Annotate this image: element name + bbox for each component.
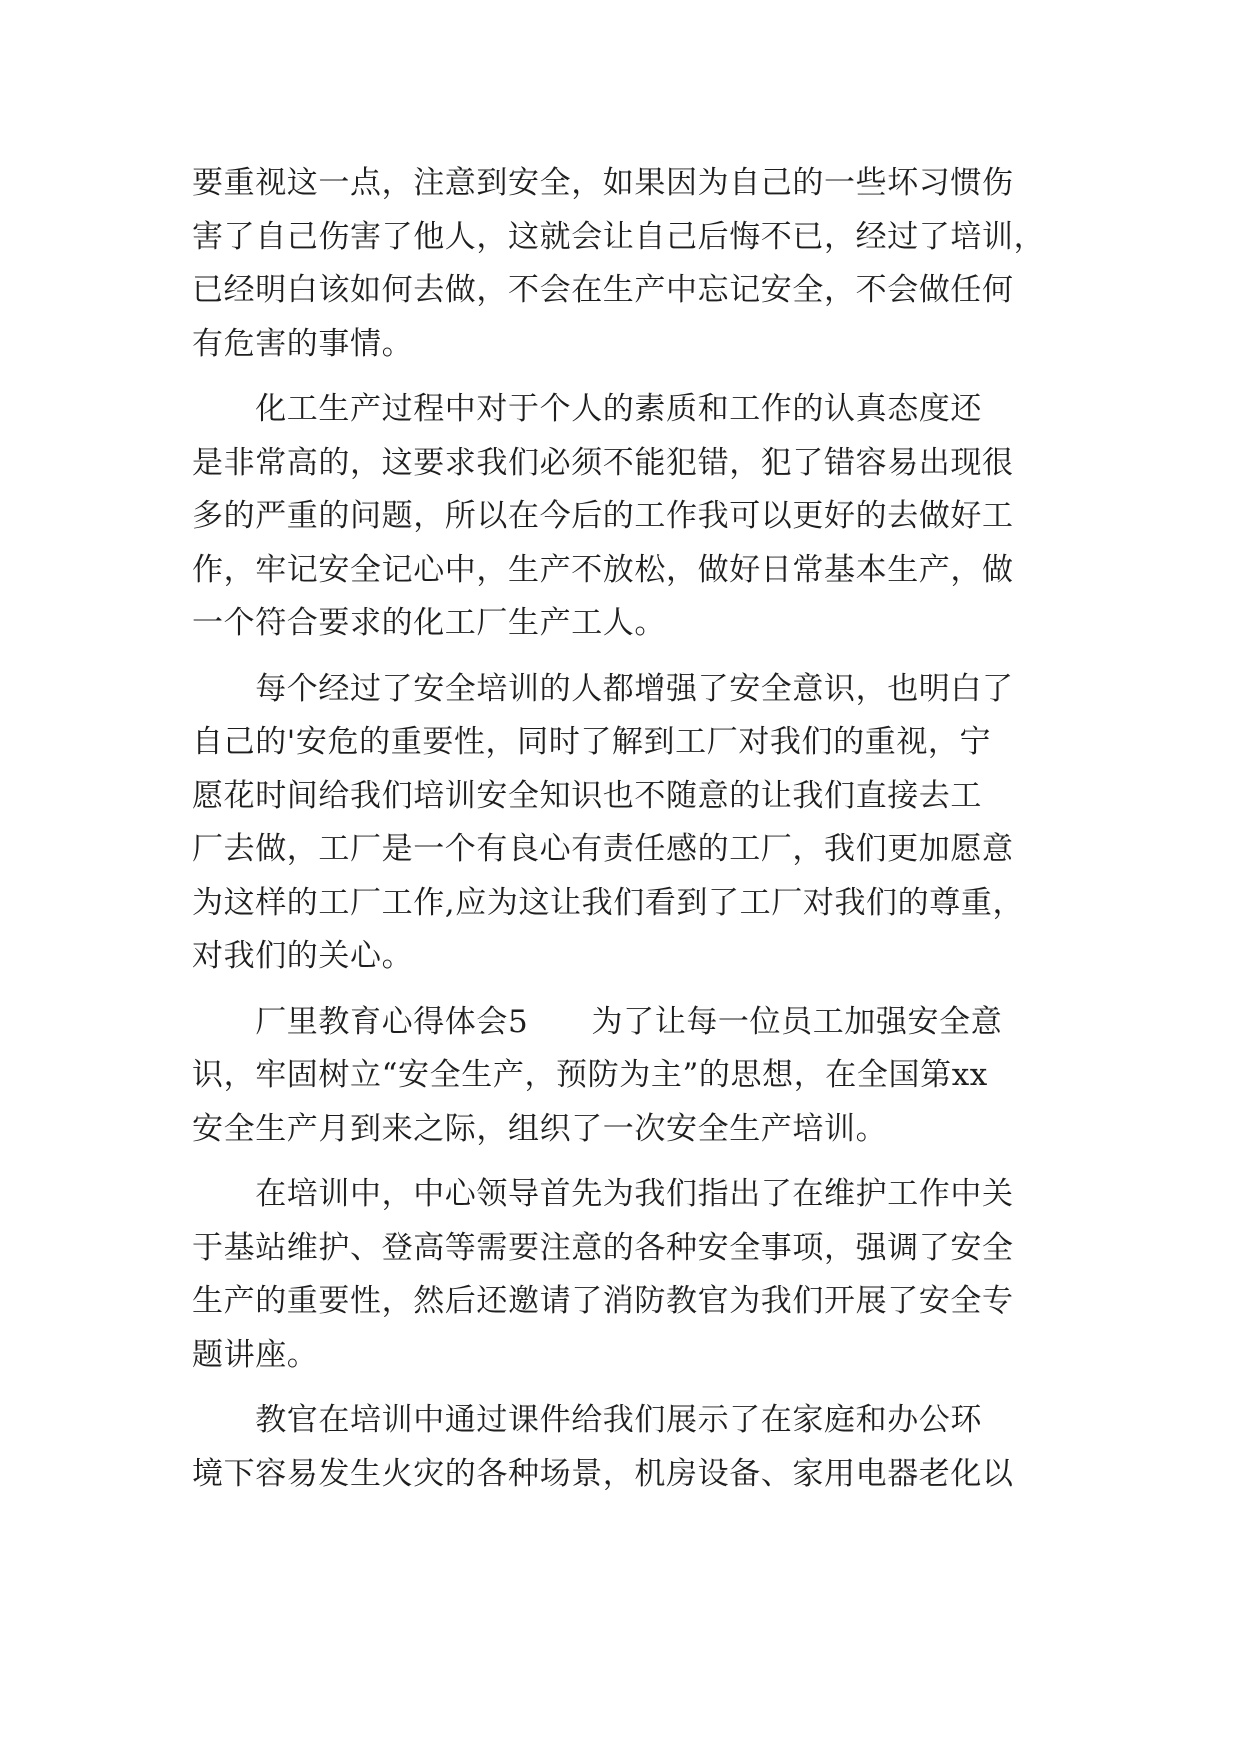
text-line: 对我们的关心。 [192, 938, 414, 974]
text-line: 化工生产过程中对于个人的素质和工作的认真态度还 [192, 391, 982, 427]
text-line: 为这样的工厂工作,应为这让我们看到了工厂对我们的尊重， [192, 884, 1025, 921]
text-line: 厂去做，工厂是一个有良心有责任感的工厂，我们更加愿意 [192, 831, 1014, 867]
text-line: 多的严重的问题，所以在今后的工作我可以更好的去做好工 [192, 498, 1014, 534]
text-line: 于基站维护、登高等需要注意的各种安全事项，强调了安全 [192, 1229, 1014, 1266]
text-line: 作，牢记安全记心中，生产不放松，做好日常基本生产，做 [192, 551, 1014, 588]
paragraph [192, 996, 1048, 1157]
text-line: 厂里教育心得体会5 为了让每一位员工加强安全意 [192, 1003, 1003, 1040]
text-line: 识，牢固树立“安全生产，预防为主”的思想，在全国第xx [192, 1057, 988, 1093]
text-line: 生产的重要性，然后还邀请了消防教官为我们开展了安全专 [192, 1283, 1014, 1319]
paragraph [192, 1394, 1048, 1501]
paragraph [192, 157, 1048, 371]
text-line: 已经明白该如何去做，不会在生产中忘记安全，不会做任何 [192, 272, 1014, 308]
text-line: 有危害的事情。 [192, 325, 414, 362]
text-line: 在培训中，中心领导首先为我们指出了在维护工作中关 [192, 1176, 1014, 1212]
text-line: 要重视这一点，注意到安全，如果因为自己的一些坏习惯伤 [192, 165, 1014, 201]
paragraph [192, 1168, 1048, 1382]
paragraph [192, 383, 1048, 651]
text-line: 每个经过了安全培训的人都增强了安全意识，也明白了 [192, 670, 1014, 707]
paragraph [192, 663, 1048, 984]
text-line: 愿花时间给我们培训安全知识也不随意的让我们直接去工 [192, 777, 982, 814]
text-line: 是非常高的，这要求我们必须不能犯错，犯了错容易出现很 [192, 444, 1014, 481]
text-line: 自己的'安危的重要性，同时了解到工厂对我们的重视，宁 [192, 724, 992, 760]
text-line: 题讲座。 [192, 1336, 319, 1373]
text-line: 教官在培训中通过课件给我们展示了在家庭和办公环 [192, 1402, 982, 1438]
text-line: 安全生产月到来之际，组织了一次安全生产培训。 [192, 1110, 888, 1147]
text-line: 一个符合要求的化工厂生产工人。 [192, 605, 666, 641]
text-line: 害了自己伤害了他人，这就会让自己后悔不已，经过了培训， [192, 218, 1046, 255]
document-body [192, 157, 1048, 1513]
text-line: 境下容易发生火灾的各种场景，机房设备、家用电器老化以 [192, 1455, 1014, 1492]
